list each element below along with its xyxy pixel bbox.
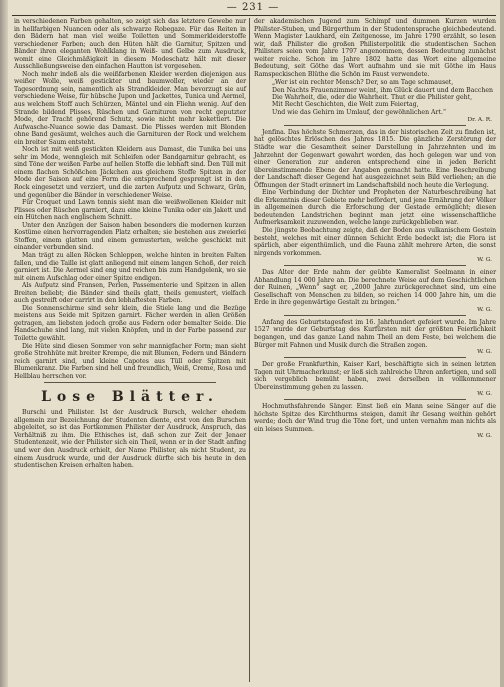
article-paragraph: Hochmuthsfahrende Sänger. Einst ließ ein Mann seine Sänger auf die höchste Spitze des Kirchthurms steigen, damit ihr Gesang weithin gehört werde; doch der Wind trug die Töne fort, und unten vernahm man nichts als ein leises Summen. xyxy=(254,403,496,433)
column-divider xyxy=(249,18,250,682)
article-paragraph: Für Croquet und Lawn tennis sieht man die weißwollenen Kleider mit Plisses oder Rüschen garniert, dazu eine kleine Tunika oder ein Jakett und ein Hütchen nach englischem Schnitt. xyxy=(14,199,246,222)
section-heading: Lose Blätter. xyxy=(41,389,219,406)
author-signature: W. G. xyxy=(477,433,492,440)
page-gutter-shadow xyxy=(0,0,8,687)
article-paragraph: Burschi und Philister. Ist der Ausdruck Bursch, welcher ehedem allgemein zur Bezeichnung der Studenten diente, erst von den Burschen abgeleitet, so ist das Fortkommen Philister der Ausdruck, Anspruch, das Verhältniß zu ihm. Die Ethisches ist, daß schon zur Zeit der Jenaer Studentenzeit, wie der Philister sich ein Theil, wenn er in der Stadt anfing und wer den Ausdruck erhielt, der Name Philister, als nicht Student, zu einem Ausdruck wurde, und der Ausdruck dürfte sich bis heute in den studentischen Kreisen erhalten haben. xyxy=(14,409,246,470)
item-rule xyxy=(284,357,466,358)
article-paragraph: Als Aufputz sind Fransen, Perlen, Passementerie und Spitzen in allen Breiten beliebt; die Bänder sind theils glatt, theils gemustert, vielfach auch gestreift oder carrirt in den lebhaftesten Farben. xyxy=(14,282,246,305)
article-paragraph: Das Alter der Erde nahm der geübte Kameralist Seelmann in einer Abhandlung 14 000 Jahre an. Die berechnete Weise auf dem Geschichtlichen der Ruinen, „Wenn“ sagt er, „2000 Jahre zurückgerechnet sind, um eine Gesellschaft von Menschen zu bilden, so reichen 14 000 Jahre hin, um die Erde in ihre gegenwärtige Gestalt zu bringen.“ xyxy=(254,269,496,307)
page-header xyxy=(8,2,498,16)
article-paragraph: Die jüngste Beobachtung zeigte, daß der Boden aus vulkanischem Gestein besteht, welches mit einer dünnen Schicht Erde bedeckt ist; die Flora ist spärlich, aber eigenthümlich, und die Fauna zählt mehrere Arten, die sonst nirgends vorkommen. xyxy=(254,226,496,257)
article-paragraph: Noch ist mit weiß gestickten Kleidern aus Damast, die Tunika bei uns sehr im Mode, wenngleich mit Schleifen oder Bandgarnitur gebracht, es sind Töne der weißen Farbe auf hellen Stoffe die lebhaft sind. Den Tüll mit einem flachen Schößchen Jäckchen aus gleichem Stoffe Spitzen in der Mode der Saison auf eine Form die entsprechend gesprengt ist in den Rock eingesetzt und verziert, und die zarten Aufputz und Schwarz, Grün, und gegenüber die Bänder in verschiedener Weise. xyxy=(14,146,246,199)
item-rule xyxy=(284,125,466,126)
article-paragraph: in verschiedenen Farben gehalten, so zeigt sich das letztere Gewebe nur in hellfarbigen Nuancen oder als schwarze Robegaze. Für das Reiten in den Bädern hat man viel weiße Toiletten und Sommerkleiderstoffe verschiedener Farben; auch den Hüten hält die Garnitur, Spitzen und Bänder ihren eleganten Wohlklang in Weiß- und Gelbe zum Ausdruck, womit eine Gleichmäßigkeit in diesem Modeschatz hält mit dieser Ausschließungsweise den einfachen Hautton ist vorgesehen. xyxy=(14,18,246,71)
page-edge xyxy=(500,0,504,687)
right-column xyxy=(254,18,496,440)
article-paragraph: der akademischen Jugend zum Schimpf und dummen Kurzen wurden Philister-Stuben, und Bürgerthum in der Studentensprache gleichbedeutend. Wenn Magister Laukhard, ein Zeitgenosse, im Jahre 1790 erzählt, so lesen wir, daß Philister die großen Philisterpolitik die studentischen Sachen Philisters seien vom Jahre 1797 angenommen, dessen Bedeutung zunächst weiter reiche. Schon im Jahre 1802 hatte das Wort eine allgemeine Bedeutung, seit Göthe das Wort aufnahm und sie mit Göthe im Haus Ramspeckischen Blüthe die Schön im Faust verwendete. xyxy=(254,18,496,78)
article-paragraph: Die Hüte sind diesen Sommer von sehr mannigfacher Form; man sieht große Strohhüte mit breiter Krempe, die mit Blumen, Federn und Bändern reich garnirt sind, und kleine Capotes aus Tüll oder Spitzen mit Blumenkranz. Die Farben sind hell und freundlich, Weiß, Creme, Rosa und Hellblau herrschen vor. xyxy=(14,342,246,380)
article-paragraph: Der große Frankfurthin, Kaiser Karl, beschäftigte sich in seinen letzten Tagen mit Uhrmacherkunst; er ließ sich zahlreiche Uhren anfertigen, und soll sich vergeblich bemüht haben, zwei derselben in vollkommener Übereinstimmung gehen zu lassen. xyxy=(254,361,496,391)
item-rule xyxy=(284,399,466,400)
article-paragraph: Anfang des Geburtstagesfest im 16. Jahrhundert gefeiert wurde. Im Jahre 1527 wurde der Geburtstag des Kurfürsten mit der größten Feierlichkeit begangen, und das ganze Land nahm Theil an dem Feste, bei welchem die Bürger mit Fahnen und Musik durch die Straßen zogen. xyxy=(254,318,496,349)
article-paragraph: Jenfina. Das höchste Schmerzen, das in der historischen Zeit zu finden ist, hat gelöschtes Erlöschen des Jahres 1815. Die gänzliche Zerstörung der Städte war die Gesamtheit seiner Darstellung in Jahrzehnten und im Jahrzehnt der Gegenwart gewahrt worden, das hoch gelegen war und von einer Generation zur anderen entsprechend eine in jeden Bericht übereinstimmende Ebene der Angaben gemacht hatte. Eine Beschreibung der Landschaft dieser Gegend hat ausgezeichnet sein Bild verliehen; an die Öffnungen der Stadt erinnert im Landschaftsbild noch heute die Verlegung. xyxy=(254,128,496,189)
item-rule xyxy=(284,265,466,266)
author-signature: W. G. xyxy=(477,257,492,264)
author-signature: W. G. xyxy=(477,391,492,398)
author-signature: W. G. xyxy=(477,306,492,313)
article-paragraph: Man trägt zu allen Röcken Schleppen, welche hinten in breiten Falten fallen, und die Taille ist glatt anliegend mit einem langen Schoß, der reich garniert ist. Die Aermel sind eng und reichen bis zum Handgelenk, wo sie mit einem Aufschlag oder einer Spitze endigen. xyxy=(14,251,246,282)
item-rule xyxy=(284,315,466,316)
article-paragraph: Die Sonnenschirme sind sehr klein, die Stiele lang und die Bezüge meistens aus Seide mit Spitzen garnirt. Fächer werden in allen Größen getragen, am liebsten jedoch große aus Federn oder bemalter Seide. Die Handschuhe sind lang, mit vielen Knöpfen, und in der Farbe passend zur Toilette gewählt. xyxy=(14,304,246,342)
author-signature: W. G. xyxy=(477,349,492,356)
poem-quote: „Wer ist ein rechter Mensch? Der, so am Tage schmauset, Den Nachts Frauenzimmer weint, ihm Glück dauert und dem Bacchen Die Wahrheit, die, oder die Wahrheit. Thut er die Philister geht, Mit Recht Geschichten, die Welt zum Feiertag, Und wie das Gehirn im Umlauf, der gewöhnlichen Art.“ xyxy=(272,79,493,116)
header-rule xyxy=(12,15,496,16)
article-paragraph: Eine Verbindung der Dichter und Propheten der Naturbeschreibung hat die Erkenntnis dieser Gebiete mehr befördert, und jene Ernährung der Völker in allgemeinen durch die Erforschung der Gestade ermöglicht; diesen bedeutenden Landstrichen beginnt man jetzt eine wissenschaftliche Aufmerksamkeit zuzuwenden, welche lange zurückgeblieben war. xyxy=(254,189,496,227)
author-signature: Dr. A. R. xyxy=(467,116,492,123)
left-column xyxy=(14,18,246,470)
article-paragraph: Unter den Anzügen der Saison haben besonders die modernen kurzen Kostüme einen hervorragenden Platz erhalten; sie bestehen aus zweierlei Stoffen, einem glatten und einem gemusterten, welche geschickt mit einander verbunden sind. xyxy=(14,221,246,252)
page-number: — 231 — xyxy=(226,2,280,13)
article-paragraph: Noch mehr indeß als die weißfarbenen Kleider werden diejenigen aus weißer Wolle, weiß gestickter und baumwoller, wieder an der Tagesordnung sein, namentlich als Strandkleider. Man bevorzugt sie auf verschiedene Weise, für hübsche Jupon und Jackettes, Tunica und Aermel, aus welchem Stoff auch Schürzen, Mäntel und ein Fliehn wenig. Auf den Strande bildend Plisses, Rüschen und Garnituren von recht geputzter Mode, der Tracht gehörend Schutz, sowie nicht mehr kokettiert. Die Aufwasche-Nuance sowie das Damast. Die Plisses werden mit Blonden ohne Band gesäumt, welches auch die Garnituren der Rock und welchem ein breiter Saum entsteht. xyxy=(14,70,246,146)
section-rule xyxy=(44,382,216,383)
